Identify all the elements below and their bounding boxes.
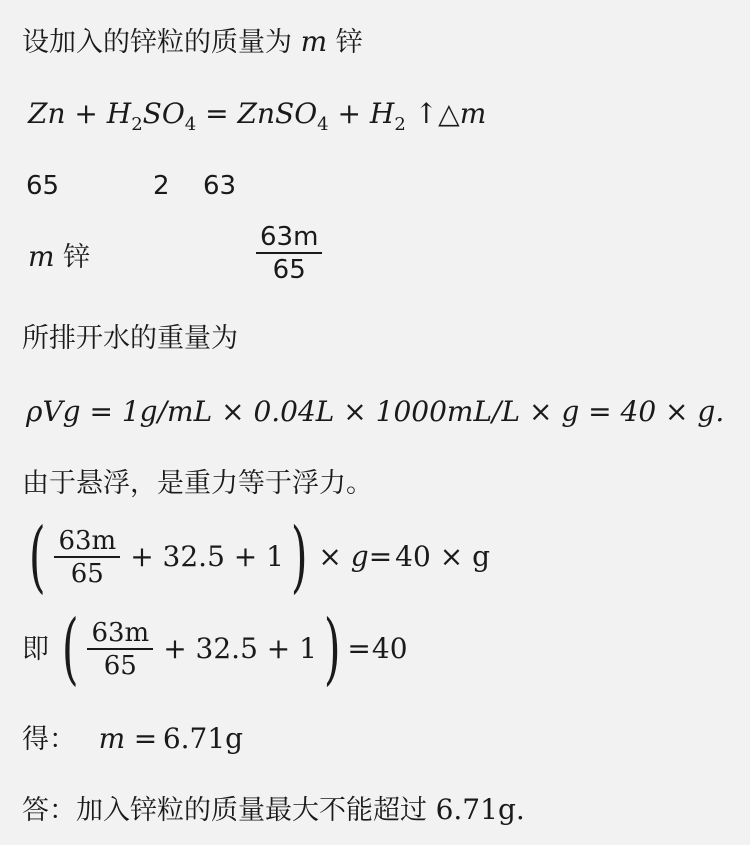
product-h2: $H_2$ <box>369 97 406 135</box>
gas-arrow-icon: ↑ <box>414 97 439 130</box>
left-paren: ( <box>28 512 46 602</box>
equation-1: ( $\frac{63m}{65}$ + 32.5 + 1 ) × g = 40 × g <box>28 512 490 602</box>
intro-text: 设加入的锌粒的质量为 <box>22 27 292 58</box>
product-znso4: ZnSO$_4$ <box>237 97 329 135</box>
equals-sign: = <box>205 97 229 130</box>
water-weight-line: 所排开水的重量为 <box>22 323 238 354</box>
molar-mass-zn: 65 <box>26 171 60 201</box>
intro-variable: m <box>300 25 328 58</box>
intro-line <box>22 25 363 58</box>
answer-line: 答：加入锌粒的质量最大不能超过 6.71g. <box>22 793 525 826</box>
reactant-zn: Zn <box>28 97 66 130</box>
molar-mass-h2: 2 <box>153 171 170 201</box>
intro-tail: 锌 <box>335 27 363 58</box>
ratio-fraction: $\frac{63m}{65}$ <box>254 224 324 283</box>
delta-m: m <box>459 97 487 130</box>
right-paren: ) <box>290 512 308 602</box>
plus-sign-2: + <box>337 97 361 130</box>
ratio-row-label: m 锌 <box>28 240 91 273</box>
plus-sign-1: + <box>74 97 98 130</box>
buoyancy-expression: ρVg = 1g/mL × 0.04L × 1000mL/L × g = 40 × g. <box>26 395 725 428</box>
reactant-h2so4: $H_2SO_4$ <box>106 97 197 135</box>
reaction-equation <box>28 97 487 135</box>
result-line: 得： m = 6.71g <box>22 722 244 755</box>
mass-difference: 63 <box>203 171 237 201</box>
equation-2: 即 ( $\frac{63m}{65}$ + 32.5 + 1 ) = 40 <box>22 604 408 694</box>
suspension-line: 由于悬浮，是重力等于浮力。 <box>22 468 373 499</box>
delta-symbol: △ <box>438 97 460 130</box>
